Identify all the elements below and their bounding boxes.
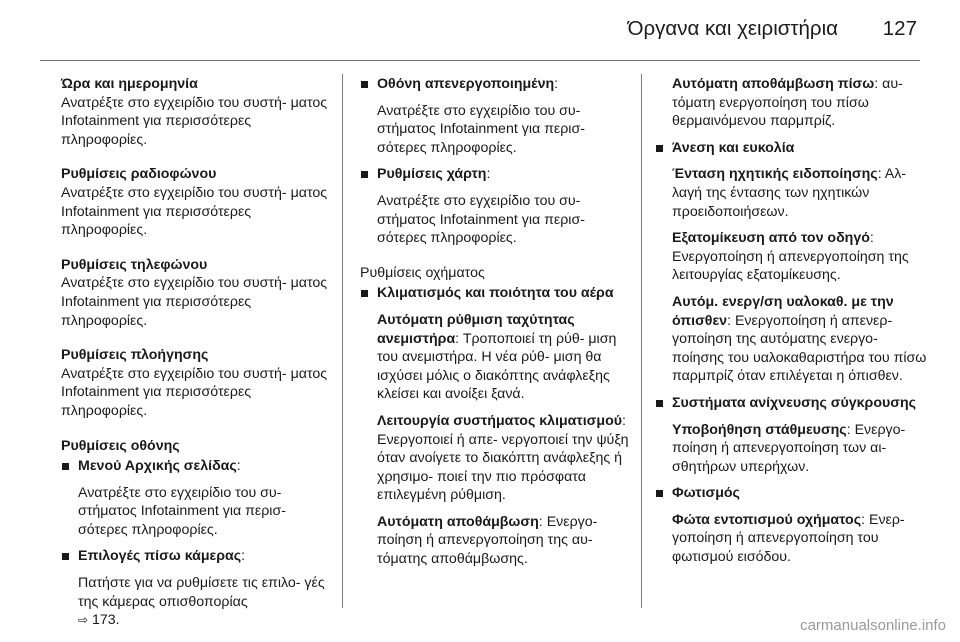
setting-text: Ενεργοποίηση ή απενεργοποίηση της λειτουργίας εξατομίκευσης. xyxy=(672,248,909,284)
bullet-title: Οθόνη απενεργοποιημένη xyxy=(377,76,555,92)
bullet-title: Φωτισμός xyxy=(672,485,740,502)
setting-title: Ένταση ηχητικής ειδοποίησης xyxy=(672,166,878,183)
section-title: Ρυθμίσεις ραδιοφώνου xyxy=(61,166,217,183)
bullet-title: Συστήματα ανίχνευσης σύγκρουσης xyxy=(672,394,916,411)
header-rule xyxy=(40,60,920,61)
bullet-square-icon xyxy=(361,290,368,297)
bullet-square-icon xyxy=(62,463,69,470)
bullet-text-body: Πατήστε για να ρυθμίσετε τις επιλο- γές της κάμερας οπισθοπορίας xyxy=(78,575,325,610)
bullet-square-icon xyxy=(361,81,368,88)
setting-title: Λειτουργία συστήματος κλιματισμού xyxy=(377,412,622,429)
watermark: carmanualsonline.info xyxy=(800,617,946,635)
setting-entry: Φώτα εντοπισμού οχήματος: Ενερ- γοποίηση ή απενεργοποίηση του φωτισμού εισόδου. xyxy=(672,511,905,566)
bullet-title: Ρυθμίσεις χάρτη xyxy=(377,166,487,183)
bullet-item xyxy=(655,139,933,158)
setting-title: Αυτόμ. ενεργ/ση υαλοκαθ. με την όπισθεν xyxy=(672,293,894,329)
column-2 xyxy=(360,75,632,577)
setting-text: Ενεργοποιεί ή απε- νεργοποιεί την ψύξη όταν ανοίγετε το διακόπτη ανάφλεξης ή χρησιμο- ποιεί την πιο πρόσφατα επιλεγμένη ρύθμιση. xyxy=(377,431,629,504)
setting-entry: Εξατομίκευση από τον οδηγό: Ενεργοποίηση ή απενεργοποίηση της λειτουργίας εξατομίκευσης. xyxy=(672,230,909,284)
chapter-title: Όργανα και χειριστήρια xyxy=(627,17,838,40)
section-title: Ώρα και ημερομηνία xyxy=(61,76,198,92)
section-title: Ρυθμίσεις πλοήγησης xyxy=(61,347,209,364)
bullet-square-icon xyxy=(62,553,69,560)
setting-entry: Αυτόμ. ενεργ/ση υαλοκαθ. με την όπισθεν: Ενεργοποίηση ή απενερ- γοποίηση της αυτόματης ενεργο- ποίησης του υαλοκαθαριστήρα του πίσω παρμπρίζ όταν επιλέγεται η όπισθεν. xyxy=(672,293,927,385)
bullet-square-icon xyxy=(656,490,663,497)
page-number: 127 xyxy=(882,17,917,40)
bullet-text xyxy=(61,574,329,630)
section-time-date xyxy=(61,75,329,149)
setting-text: Τροποποιεί τη ρύθ- μιση του ανεμιστήρα. Η νέα ρύθ- μιση θα ισχύσει μόλις ο διακόπτης ανάφλεξης κλείσει και ανοίξει ξανά. xyxy=(377,330,617,403)
section-display-settings xyxy=(61,437,329,630)
bullet-text: Ανατρέξτε στο εγχειρίδιο του συ- στήματος Infotainment για περισ- σότερες πληροφορίες. xyxy=(377,102,585,156)
setting-entry: Αυτόματη αποθάμβωση: Ενεργο- ποίηση ή απενεργοποίηση της αυ- τόματης αποθάμβωσης. xyxy=(377,513,598,568)
column-divider-1 xyxy=(342,74,343,608)
setting-text: Ενεργο- ποίηση ή απενεργοποίηση της αυ- τόματης αποθάμβωσης. xyxy=(377,513,598,568)
bullet-square-icon xyxy=(361,171,368,178)
section-text: Ανατρέξτε στο εγχειρίδιο του συστή- ματος Infotainment για περισσότερες πληροφορίες. xyxy=(61,275,328,329)
setting-text: Ενεργο- ποίηση ή απενεργοποίηση των αι- σθητήρων υπερήχων. xyxy=(672,421,906,475)
section-title: Ρυθμίσεις τηλεφώνου xyxy=(61,256,208,273)
bullet-item: Οθόνη απενεργοποιημένη: xyxy=(360,75,632,94)
bullet-text: Ανατρέξτε στο εγχειρίδιο του συ- στήματος Infotainment για περισ- σότερες πληροφορίες. xyxy=(78,484,286,538)
setting-text: Ενεργοποίηση ή απενερ- γοποίηση της αυτόματης ενεργο- ποίησης του υαλοκαθαριστήρα του πίσω παρμπρίζ όταν επιλέγεται η όπισθεν. xyxy=(672,312,927,385)
page-reference-link[interactable]: 173. xyxy=(92,612,120,629)
setting-text: αυ- τόματη ενεργοποίηση του πίσω θερμαινόμενου παρμπρίζ. xyxy=(672,76,903,130)
setting-text: Αλ- λαγή της έντασης των ηχητικών προειδοποιήσεων. xyxy=(672,166,907,220)
bullet-title: Άνεση και ευκολία xyxy=(672,139,795,156)
bullet-title: Επιλογές πίσω κάμερας xyxy=(78,548,242,565)
setting-entry: Λειτουργία συστήματος κλιματισμού: Ενεργοποιεί ή απε- νεργοποιεί την ψύξη όταν ανοίγετε το διακόπτη ανάφλεξης ή χρησιμο- ποιεί την πιο πρόσφατα επιλεγμένη ρύθμιση. xyxy=(377,412,629,504)
bullet-item: Ρυθμίσεις χάρτη: xyxy=(360,165,632,184)
bullet-item: Επιλογές πίσω κάμερας: xyxy=(61,547,329,566)
bullet-item xyxy=(655,484,933,503)
setting-title: Αυτόματη αποθάμβωση πίσω xyxy=(672,76,875,92)
bullet-square-icon xyxy=(656,400,663,407)
page-ref-arrow-icon: ⇨ xyxy=(78,613,89,628)
setting-entry: Αυτόματη αποθάμβωση πίσω: αυ- τόματη ενεργοποίηση του πίσω θερμαινόμενου παρμπρίζ. xyxy=(672,76,903,130)
bullet-text: Ανατρέξτε στο εγχειρίδιο του συ- στήματος Infotainment για περισ- σότερες πληροφορίες. xyxy=(377,192,585,247)
column-1 xyxy=(61,75,329,630)
setting-title: Φώτα εντοπισμού οχήματος xyxy=(672,511,862,528)
bullet-item xyxy=(655,394,933,413)
setting-title: Αυτόματη αποθάμβωση xyxy=(377,513,539,530)
bullet-square-icon xyxy=(656,145,663,152)
section-title: Ρυθμίσεις οθόνης xyxy=(61,437,180,454)
section-text: Ανατρέξτε στο εγχειρίδιο του συστή- ματος Infotainment για περισσότερες πληροφορίες. xyxy=(61,365,328,419)
section-radio-settings xyxy=(61,165,329,239)
section-phone-settings xyxy=(61,256,329,330)
setting-entry: Ένταση ηχητικής ειδοποίησης: Αλ- λαγή της έντασης των ηχητικών προειδοποιήσεων. xyxy=(672,166,907,220)
setting-title: Υποβοήθηση στάθμευσης xyxy=(672,421,847,438)
bullet-title: Κλιματισμός και ποιότητα του αέρα xyxy=(377,285,614,302)
section-navigation-settings xyxy=(61,346,329,420)
setting-title: Εξατομίκευση από τον οδηγό xyxy=(672,230,870,247)
setting-title: Αυτόματη ρύθμιση ταχύτητας ανεμιστήρα xyxy=(377,311,575,347)
bullet-item: Μενού Αρχικής σελίδας: xyxy=(61,457,329,476)
setting-text: Ενερ- γοποίηση ή απενεργοποίηση του φωτισμού εισόδου. xyxy=(672,511,905,566)
setting-entry: Αυτόματη ρύθμιση ταχύτητας ανεμιστήρα: Τροποποιεί τη ρύθ- μιση του ανεμιστήρα. Η νέα ρύθ- μιση θα ισχύσει μόλις ο διακόπτης ανάφλεξης κλείσει και ανοίξει ξανά. xyxy=(377,311,617,403)
section-text: Ανατρέξτε στο εγχειρίδιο του συστή- ματος Infotainment για περισσότερες πληροφορίες. xyxy=(61,184,328,239)
column-3 xyxy=(655,75,933,575)
column-divider-2 xyxy=(641,74,642,608)
section-title: Ρυθμίσεις οχήματος xyxy=(360,264,485,281)
setting-entry: Υποβοήθηση στάθμευσης: Ενεργο- ποίηση ή απενεργοποίηση των αι- σθητήρων υπερήχων. xyxy=(672,421,906,475)
section-text: Ανατρέξτε στο εγχειρίδιο του συστή- ματος Infotainment για περισσότερες πληροφορίες. xyxy=(61,94,328,148)
bullet-item xyxy=(360,284,632,303)
page-header xyxy=(40,0,920,62)
bullet-title: Μενού Αρχικής σελίδας xyxy=(78,458,237,475)
